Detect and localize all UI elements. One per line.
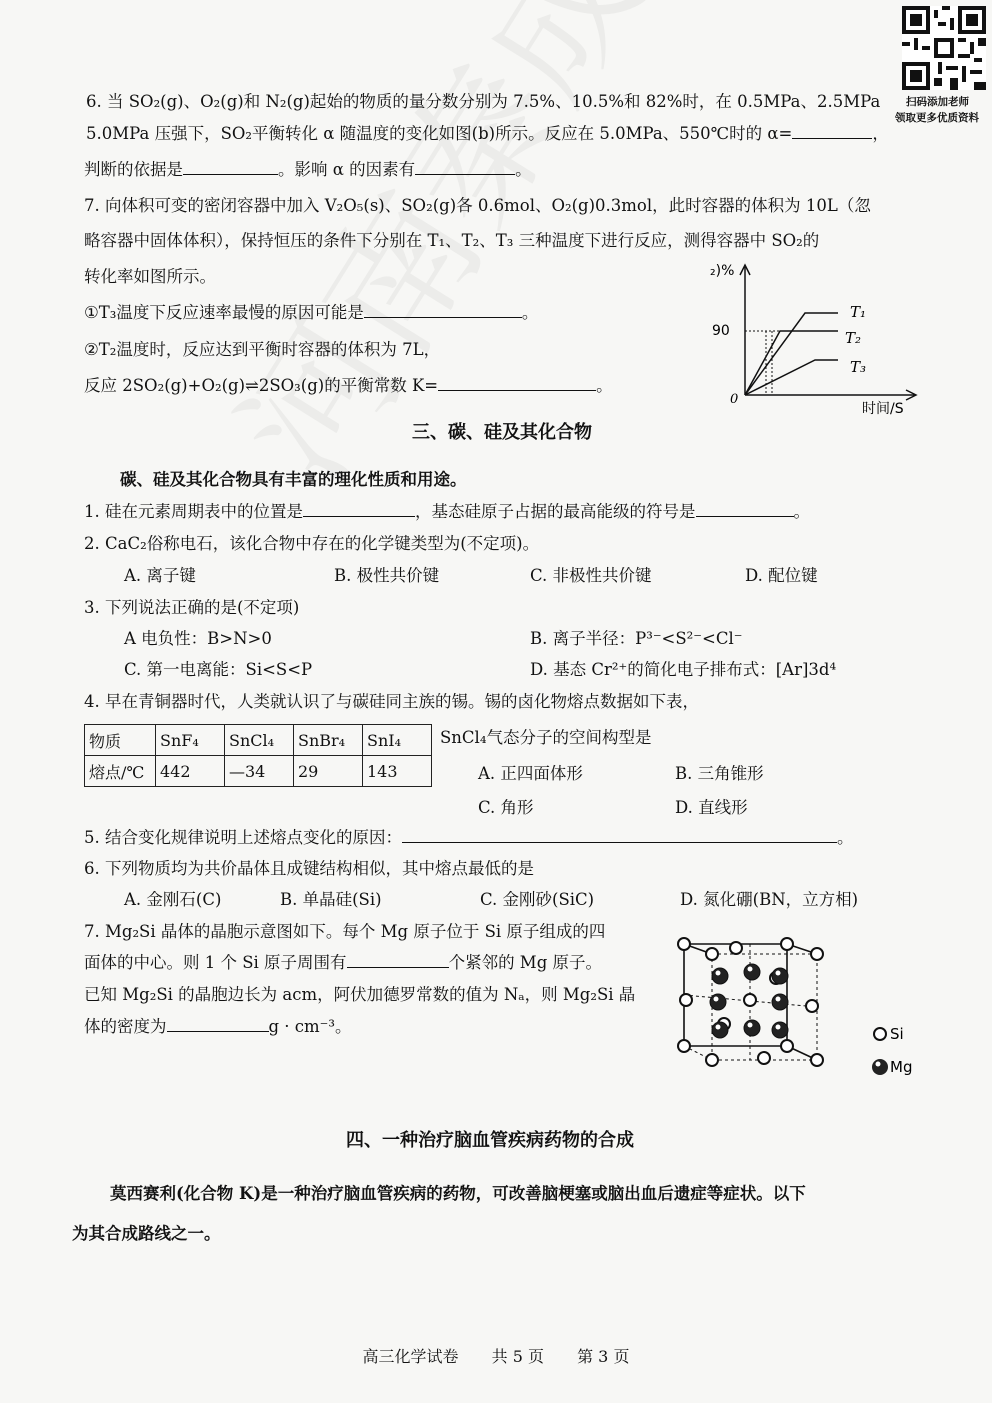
s3-q3-option-b[interactable]: B. 离子半径：P³⁻<S²⁻<Cl⁻ [530, 629, 743, 648]
table-cell: 熔点/℃ [85, 756, 156, 787]
q6-line2-text: 5.0MPa 压强下，SO₂平衡转化 α 随温度的变化如图(b)所示。反应在 5.0MPa、550℃时的 α= [86, 124, 793, 143]
s3-q6-option-d[interactable]: D. 氮化硼(BN，立方相) [680, 890, 859, 909]
table-cell: 442 [156, 756, 225, 787]
table-cell: 143 [363, 756, 432, 787]
answer-blank-t3-reason[interactable] [364, 300, 522, 318]
s3-q4-option-c[interactable]: C. 角形 [478, 798, 534, 817]
section3-title: 三、碳、硅及其化合物 [412, 422, 592, 443]
answer-blank-mp-reason[interactable] [402, 825, 837, 843]
cell-back-face [712, 954, 817, 1060]
section4-intro-line2: 为其合成路线之一。 [72, 1224, 221, 1243]
answer-blank-basis[interactable] [183, 157, 278, 175]
mg2si-unit-cell [672, 930, 932, 1085]
table-cell: 物质 [85, 725, 156, 756]
q6-line3-text-c: 。 [515, 160, 532, 179]
page-footer [0, 1344, 992, 1367]
s3-q7-line4 [84, 1013, 352, 1037]
answer-blank-alpha[interactable] [792, 121, 872, 139]
q7-sub3 [84, 372, 613, 396]
q6-line2-end: ， [872, 124, 889, 143]
table-row [85, 725, 432, 756]
qr-code[interactable] [902, 6, 986, 90]
series-t3-label: T₃ [850, 358, 867, 376]
s3-q7-line4-text: 体的密度为 [84, 1017, 167, 1036]
s3-q1-text-c: 。 [793, 502, 810, 521]
table-cell: —34 [225, 756, 294, 787]
s3-q6-option-c[interactable]: C. 金刚砂(SiC) [480, 890, 595, 909]
series-t2-label: T₂ [845, 329, 862, 347]
s3-q3: 3. 下列说法正确的是(不定项) [84, 598, 300, 617]
s3-q1-text-a: 1. 硅在元素周期表中的位置是 [84, 502, 303, 521]
qr-caption-2: 领取更多优质资料 [895, 112, 979, 124]
footer-page-number: 第 3 页 [577, 1347, 630, 1366]
s3-q7-line1: 7. Mg₂Si 晶体的晶胞示意图如下。每个 Mg 原子位于 Si 原子组成的四 [84, 922, 606, 941]
q7-sub3-end: 。 [596, 376, 613, 395]
s3-q7-line2-text-a: 面体的中心。则 1 个 Si 原子周围有 [84, 953, 347, 972]
q7-sub2: ②T₂温度时，反应达到平衡时容器的体积为 7L， [84, 340, 441, 359]
answer-blank-si-position[interactable] [303, 499, 415, 517]
answer-blank-si-orbital[interactable] [696, 499, 794, 517]
s3-q4-option-d[interactable]: D. 直线形 [675, 798, 748, 817]
s3-q4-question: SnCl₄气态分子的空间构型是 [440, 728, 652, 747]
table-cell: SnBr₄ [294, 725, 363, 756]
s3-q7-line2-text-b: 个紧邻的 Mg 原子。 [448, 953, 603, 972]
s3-q3-option-d[interactable]: D. 基态 Cr²⁺的简化电子排布式：[Ar]3d⁴ [530, 660, 837, 679]
graph-x-label: 时间/S [862, 401, 904, 415]
legend-mg-label: Mg [890, 1058, 913, 1076]
q7-line2: 略容器中固体体积），保持恒压的条件下分别在 T₁、T₂、T₃ 三种温度下进行反应，测得容器中 SO₂的 [84, 231, 820, 250]
s3-q6: 6. 下列物质均为共价晶体且成键结构相似，其中熔点最低的是 [84, 859, 534, 878]
q6-line3-text-b: 。影响 α 的因素有 [278, 160, 416, 179]
conversion-graph [700, 255, 925, 415]
s3-q6-option-a[interactable]: A. 金刚石(C) [124, 890, 222, 909]
s3-q2-option-a[interactable]: A. 离子键 [124, 566, 196, 585]
table-cell: SnCl₄ [225, 725, 294, 756]
q7-sub1-text: ①T₃温度下反应速率最慢的原因可能是 [84, 303, 364, 322]
q6-line1: 6. 当 SO₂(g)、O₂(g)和 N₂(g)起始的物质的量分数分别为 7.5%、10.5%和 82%时，在 0.5MPa、2.5MPa [86, 92, 881, 111]
graph-y-label: ₂)% [710, 263, 735, 279]
s3-q5 [84, 824, 854, 848]
series-t1-line [745, 313, 838, 395]
graph-origin: 0 [730, 392, 739, 407]
s3-q3-option-c[interactable]: C. 第一电离能：Si<S<P [124, 660, 313, 679]
q7-sub1 [84, 299, 538, 323]
legend-si-label: Si [890, 1025, 904, 1043]
series-t3-line [745, 360, 838, 395]
q6-line2 [86, 120, 889, 144]
legend-mg-marker [872, 1059, 888, 1075]
section3-intro: 碳、硅及其化合物具有丰富的理化性质和用途。 [120, 470, 467, 489]
q7-line3: 转化率如图所示。 [84, 267, 216, 286]
q6-line3 [84, 156, 532, 180]
s3-q2-option-d[interactable]: D. 配位键 [745, 566, 818, 585]
s3-q1-text-b: ，基态硅原子占据的最高能级的符号是 [415, 502, 696, 521]
legend-si-marker [874, 1028, 886, 1040]
s3-q5-text: 5. 结合变化规律说明上述熔点变化的原因： [84, 828, 402, 847]
s3-q1 [84, 498, 810, 522]
s3-q6-option-b[interactable]: B. 单晶硅(Si) [280, 890, 382, 909]
answer-blank-mg-count[interactable] [347, 950, 449, 968]
footer-title: 高三化学试卷 [362, 1347, 459, 1366]
section4-title: 四、一种治疗脑血管疾病药物的合成 [346, 1130, 634, 1151]
s3-q4: 4. 早在青铜器时代，人类就认识了与碳硅同主族的锡。锡的卤化物熔点数据如下表， [84, 692, 699, 711]
tin-halide-table [84, 724, 432, 787]
s3-q7-line3: 已知 Mg₂Si 的晶胞边长为 acm，阿伏加德罗常数的值为 Nₐ，则 Mg₂Si 晶 [84, 985, 636, 1004]
s3-q2-option-b[interactable]: B. 极性共价键 [334, 566, 440, 585]
q7-line1: 7. 向体积可变的密闭容器中加入 V₂O₅(s)、SO₂(g)各 0.6mol、O₂(g)0.3mol，此时容器的体积为 10L（忽 [84, 196, 871, 215]
s3-q7-line4-unit: g · cm⁻³。 [268, 1017, 352, 1036]
s3-q2: 2. CaC₂俗称电石，该化合物中存在的化学键类型为(不定项)。 [84, 534, 540, 553]
table-cell: 29 [294, 756, 363, 787]
q6-line3-text-a: 判断的依据是 [84, 160, 183, 179]
s3-q2-option-c[interactable]: C. 非极性共价键 [530, 566, 652, 585]
answer-blank-k[interactable] [438, 373, 596, 391]
series-t2-line [745, 331, 838, 395]
s3-q5-end: 。 [837, 828, 854, 847]
answer-blank-density[interactable] [167, 1014, 269, 1032]
table-cell: SnI₄ [363, 725, 432, 756]
section4-intro-line1: 莫西赛利(化合物 K)是一种治疗脑血管疾病的药物，可改善脑梗塞或脑出血后遗症等症状。以下 [110, 1184, 806, 1203]
s3-q4-option-a[interactable]: A. 正四面体形 [478, 764, 583, 783]
s3-q7-line2 [84, 949, 602, 973]
graph-y-tick-90: 90 [712, 323, 730, 339]
qr-caption-1: 扫码添加老师 [906, 96, 969, 108]
q7-sub1-end: 。 [521, 303, 539, 322]
q7-sub3-text: 反应 2SO₂(g)+O₂(g)⇌2SO₃(g)的平衡常数 K= [84, 376, 439, 395]
table-cell: SnF₄ [156, 725, 225, 756]
series-t1-label: T₁ [850, 303, 867, 321]
table-row [85, 756, 432, 787]
s3-q4-option-b[interactable]: B. 三角锥形 [675, 764, 764, 783]
answer-blank-factors[interactable] [415, 157, 515, 175]
footer-total-pages: 共 5 页 [491, 1347, 544, 1366]
s3-q3-option-a[interactable]: A 电负性：B>N>0 [124, 629, 272, 648]
